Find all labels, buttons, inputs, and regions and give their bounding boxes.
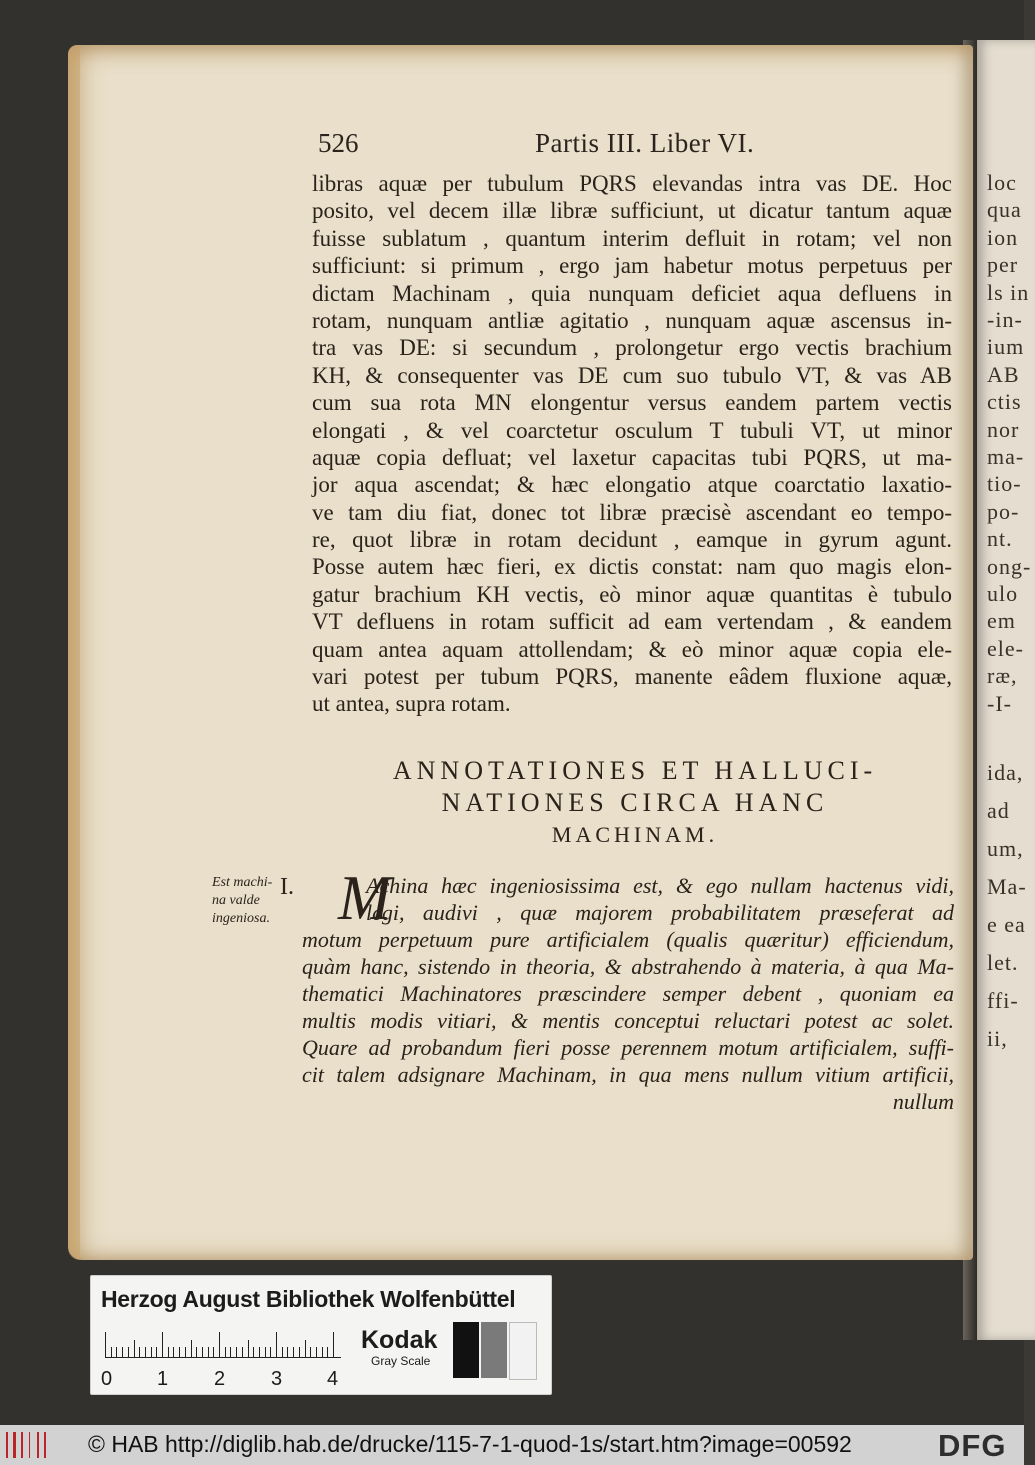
section-heading: [300, 755, 970, 851]
facing-page-fragment: ium: [987, 334, 1025, 360]
ruler-tick: [151, 1347, 152, 1358]
facing-page-fragment: ctis: [987, 389, 1022, 415]
ruler-tick: [116, 1347, 117, 1358]
ruler-tick: [208, 1347, 209, 1358]
ruler-tick: [134, 1340, 135, 1358]
body-text-line: rotam, nunquam antliæ agitatio , nunquam aquæ ascensus in-: [312, 307, 952, 333]
section-heading-line-2: NATIONES CIRCA HANC: [441, 788, 829, 817]
annotation-line: Achina hæc ingeniosissima est, & ego nullam hactenus vidi,: [366, 873, 954, 898]
body-text-line: jor aqua ascendat; & hæc elongatio atque coarctatio laxatio-: [312, 472, 952, 498]
facing-page-fragment: ls in: [987, 279, 1030, 305]
ruler-tick: [219, 1332, 220, 1358]
barcode-bar: [6, 1432, 8, 1458]
ruler-tick: [276, 1332, 277, 1358]
body-text-line: gatur brachium KH vectis, eò minor aquæ quantitas è tubulo: [312, 581, 952, 607]
ruler-tick: [111, 1347, 112, 1358]
kodak-brand: Kodak: [361, 1326, 438, 1354]
facing-page-fragment: ulo: [987, 581, 1019, 606]
body-text-line: elongati , & vel coarctetur osculum T tubuli VT, ut minor: [312, 417, 952, 443]
ruler-tick: [230, 1347, 231, 1358]
gray-swatch-black: [453, 1322, 479, 1378]
facing-page-fragment: ida,: [987, 760, 1024, 785]
facing-page-fragment: ion: [987, 224, 1019, 250]
facing-page-fragment: loc: [987, 170, 1017, 195]
facing-page-fragment: um,: [987, 836, 1024, 861]
section-heading-line-1: ANNOTATIONES ET HALLUCI-: [392, 756, 878, 785]
facing-page-fragment: ii,: [987, 1026, 1008, 1051]
facing-page-fragment: -in-: [987, 307, 1023, 332]
facing-page-fragment: AB: [987, 361, 1020, 387]
annotation-line: legi, audivi , quæ majorem probabilitatem præseferat ad: [366, 900, 954, 925]
facing-page-fragment: ma-: [987, 444, 1025, 469]
ruler-tick: [179, 1347, 180, 1358]
body-text-line: sufficiunt: si primum , ergo jam habetur motus perpetuus per: [312, 253, 952, 279]
ruler-tick: [327, 1347, 328, 1358]
ruler-tick: [316, 1347, 317, 1358]
body-text-line: KH, & consequenter vas DE cum suo tubulo VT, & vas AB: [312, 362, 952, 388]
ruler-label: 2: [214, 1368, 226, 1390]
annotation-line: motum perpetuum pure artificialem (qualis quæritur) efficiendum,: [302, 927, 954, 952]
facing-page-fragment: ong-: [987, 553, 1032, 579]
scale-ruler: [105, 1328, 341, 1358]
barcode-bar: [44, 1432, 46, 1458]
ruler-tick: [287, 1347, 288, 1358]
ruler-tick: [305, 1340, 306, 1358]
marginal-note-line: na valde: [212, 893, 260, 908]
page-number: 526: [318, 128, 359, 158]
ruler-baseline: [105, 1357, 341, 1358]
ruler-tick: [168, 1347, 169, 1358]
ruler-tick: [253, 1347, 254, 1358]
facing-page-fragment: em: [987, 608, 1016, 634]
ruler-label: 1: [157, 1368, 169, 1390]
ruler-label: 0: [101, 1368, 113, 1390]
facing-page-fragment: e ea: [987, 912, 1026, 937]
ruler-tick: [293, 1347, 294, 1358]
dfg-logo: DFG: [938, 1428, 1007, 1463]
ruler-tick: [259, 1347, 260, 1358]
ruler-tick: [191, 1340, 192, 1358]
marginal-note-line: Est machi-: [212, 875, 273, 890]
annotation-line: quàm hanc, sistendo in theoria, & abstrahendo à materia, à qua Ma-: [302, 954, 954, 979]
facing-page-edge: [975, 40, 1035, 1340]
ruler-tick: [145, 1347, 146, 1358]
body-text: [312, 170, 952, 718]
body-text-line: ut antea, supra rotam.: [312, 691, 511, 717]
library-name: Herzog August Bibliothek Wolfenbüttel: [101, 1286, 516, 1312]
ruler-tick: [242, 1347, 243, 1358]
body-text-line: quam antea aquam attollendam; & eò minor aquæ copia ele-: [312, 636, 952, 662]
ruler-tick: [299, 1347, 300, 1358]
ruler-tick: [265, 1347, 266, 1358]
drop-cap: M: [338, 862, 392, 933]
facing-page-fragment: tio-: [987, 471, 1022, 497]
barcode-bar: [37, 1432, 39, 1458]
facing-page-fragment: let.: [987, 950, 1019, 975]
facing-page-fragment: ele-: [987, 635, 1024, 661]
ruler-tick: [310, 1347, 311, 1358]
ruler-tick: [139, 1347, 140, 1358]
ruler-tick: [202, 1347, 203, 1358]
facing-page-fragment: nt.: [987, 526, 1013, 552]
ruler-tick: [333, 1332, 334, 1358]
ruler-tick: [236, 1347, 237, 1358]
body-text-line: aquæ copia defluat; vel laxetur capacitas tubi PQRS, ut ma-: [312, 444, 952, 470]
body-text-line: Posse autem hæc fieri, ex dictis constat: nam quo magis elon-: [312, 554, 952, 580]
facing-page-fragment: nor: [987, 416, 1020, 442]
page-header: [0, 128, 1024, 164]
viewer-footer: [0, 1425, 1024, 1465]
page-edge-stain: [68, 45, 80, 1260]
marginal-note-line: ingeniosa.: [212, 911, 270, 926]
barcode-bar: [21, 1432, 23, 1458]
facing-page-fragment: -I-: [987, 690, 1012, 716]
color-calibration-card: [90, 1275, 552, 1395]
ruler-tick: [185, 1347, 186, 1358]
facing-page-fragment: ræ,: [987, 663, 1018, 689]
body-text-line: posito, vel decem illæ libræ sufficiunt, ut dicatur tantum aquæ: [312, 198, 952, 224]
ruler-tick: [282, 1347, 283, 1358]
ruler-tick: [156, 1347, 157, 1358]
gray-swatch-white: [509, 1322, 537, 1380]
copyright-url[interactable]: © HAB http://diglib.hab.de/drucke/115-7-1-quod-1s/start.htm?image=00592: [88, 1431, 852, 1457]
ruler-tick: [105, 1332, 106, 1358]
running-head: Partis III. Liber VI.: [535, 128, 755, 158]
ruler-tick: [270, 1347, 271, 1358]
facing-page-fragment: ffi-: [987, 988, 1019, 1013]
ruler-label: 3: [271, 1368, 283, 1390]
barcode-bar: [13, 1432, 16, 1458]
body-text-line: libras aquæ per tubulum PQRS elevandas intra vas DE. Hoc: [312, 171, 952, 196]
body-text-line: vari potest per tubum PQRS, manente eâdem fluxione aquæ,: [312, 664, 952, 690]
body-text-line: fuisse sublatum , quantum interim defluit in rotam; vel non: [312, 225, 952, 251]
annotation-line: multis modis vitiari, & mentis conceptui reluctari potest ac solet.: [302, 1008, 954, 1033]
facing-page-fragment: Ma-: [987, 874, 1027, 899]
body-text-line: tra vas DE: si secundum , prolongetur ergo vectis brachium: [312, 335, 952, 361]
annotation-line: Quare ad probandum fieri posse perennem motum artificialem, suffi-: [302, 1035, 954, 1060]
body-text-line: ve tam diu fiat, donec tot libræ præcisè ascendant eo tempo-: [312, 499, 952, 525]
gray-swatch-mid: [481, 1322, 507, 1378]
annotation-line: thematici Machinatores præscindere semper debent , quoniam ea: [302, 981, 954, 1006]
body-text-line: re, quot libræ in rotam decidunt , eamque in gyrum agunt.: [312, 527, 952, 553]
annotation-line: cit talem adsignare Machinam, in qua mens nullum vitium artificii,: [302, 1062, 954, 1087]
ruler-tick: [122, 1347, 123, 1358]
ruler-tick: [213, 1347, 214, 1358]
facing-page-fragment: ad: [987, 798, 1010, 823]
facing-page-fragment: per: [987, 252, 1019, 278]
ruler-label: 4: [327, 1368, 339, 1390]
catchword: nullum: [892, 1089, 954, 1114]
body-text-line: VT defluens in rotam sufficit ad eam vertendam , & eandem: [312, 609, 952, 635]
annotation-paragraph: [280, 862, 954, 1115]
hab-barcode-icon: [6, 1432, 48, 1458]
gray-scale-label: Gray Scale: [371, 1354, 431, 1368]
ruler-tick: [173, 1347, 174, 1358]
barcode-bar: [29, 1432, 30, 1458]
section-number: I.: [280, 874, 294, 900]
facing-page-fragment: qua: [987, 197, 1022, 223]
body-text-line: dictam Machinam , quia nunquam deficiet aqua defluens in: [312, 280, 952, 306]
ruler-tick: [225, 1347, 226, 1358]
ruler-tick: [322, 1347, 323, 1358]
ruler-tick: [128, 1347, 129, 1358]
ruler-tick: [162, 1332, 163, 1358]
body-text-line: cum sua rota MN elongentur versus eandem partem vectis: [312, 390, 952, 416]
ruler-tick: [248, 1340, 249, 1358]
section-heading-line-3: MACHINAM.: [551, 822, 719, 847]
facing-page-fragment: po-: [987, 498, 1020, 524]
ruler-tick: [196, 1347, 197, 1358]
